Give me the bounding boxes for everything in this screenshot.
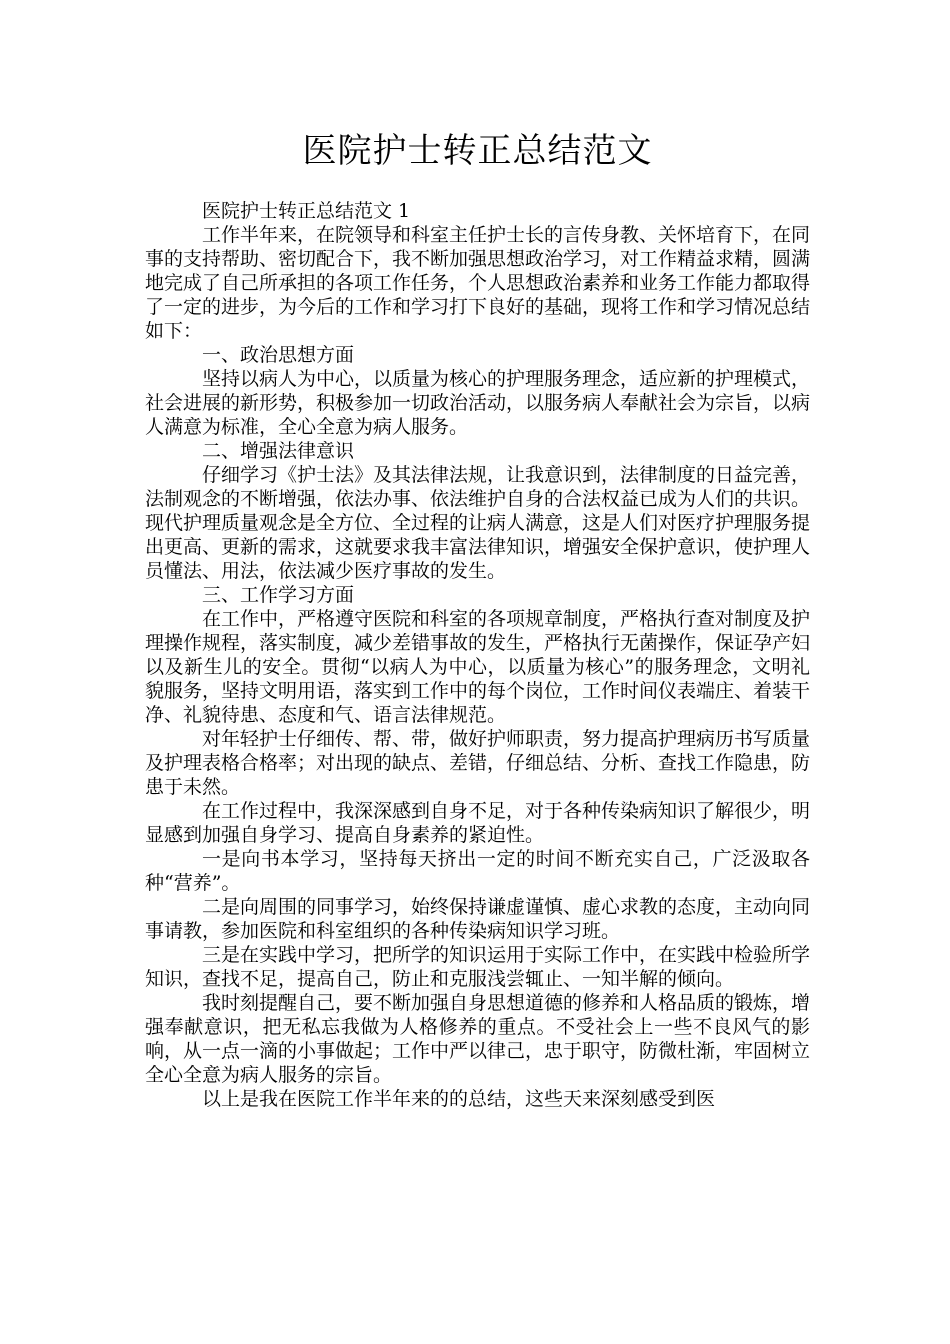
paragraph-mentoring: 对年轻护士仔细传、帮、带，做好护师职责，努力提高护理病历书写质量及护理表格合格率；对出现的缺点、差错，仔细总结、分析、查找工作隐患，防患于未然。: [145, 728, 811, 798]
section-heading-politics: 一、政治思想方面: [202, 344, 355, 366]
paragraph-work: 在工作中，严格遵守医院和科室的各项规章制度，严格执行查对制度及护理操作规程，落实制度，减少差错事故的发生，严格执行无菌操作，保证孕产妇以及新生儿的安全。贯彻“以病人为中心，以质量为核心”的服务理念，文明礼貌服务，坚持文明用语，落实到工作中的每个岗位，工作时间仪表端庄、着装干净、礼貌待患、态度和气、语言法律规范。: [145, 608, 811, 726]
document-body: [145, 199, 810, 1111]
section-heading-law: 二、增强法律意识: [202, 440, 355, 462]
paragraph-conclusion: 以上是我在医院工作半年来的的总结，这些天来深刻感受到医: [202, 1088, 716, 1110]
paragraph-learn-practice: 三是在实践中学习，把所学的知识运用于实际工作中，在实践中检验所学知识，查找不足，提高自己，防止和克服浅尝辄止、一知半解的倾向。: [145, 944, 811, 990]
paragraph-intro: 工作半年来，在院领导和科室主任护士长的言传身教、关怀培育下，在同事的支持帮助、密切配合下，我不断加强思想政治学习，对工作精益求精，圆满地完成了自己所承担的各项工作任务，个人思想政治素养和业务工作能力都取得了一定的进步，为今后的工作和学习打下良好的基础，现将工作和学习情况总结如下：: [145, 224, 811, 342]
paragraph-politics: 坚持以病人为中心，以质量为核心的护理服务理念，适应新的护理模式，社会进展的新形势，积极参加一切政治活动，以服务病人奉献社会为宗旨，以病人满意为标准，全心全意为病人服务。: [145, 368, 811, 438]
paragraph-law: 仔细学习《护士法》及其法律法规，让我意识到，法律制度的日益完善，法制观念的不断增强，依法办事、依法维护自身的合法权益已成为人们的共识。现代护理质量观念是全方位、全过程的让病人满意，这是人们对医疗护理服务提出更高、更新的需求，这就要求我丰富法律知识，增强安全保护意识，使护理人员懂法、用法，依法减少医疗事故的发生。: [145, 464, 811, 582]
paragraph-self-discipline: 我时刻提醒自己，要不断加强自身思想道德的修养和人格品质的锻炼，增强奉献意识，把无私忘我做为人格修养的重点。不受社会上一些不良风气的影响，从一点一滴的小事做起；工作中严以律己，忠于职守，防微杜渐，牢固树立全心全意为病人服务的宗旨。: [145, 992, 811, 1086]
paragraph-learn-books: 一是向书本学习，坚持每天挤出一定的时间不断充实自己，广泛汲取各种“营养”。: [145, 848, 810, 894]
document-page: [145, 0, 810, 1111]
paragraph-learn-colleagues: 二是向周围的同事学习，始终保持谦虚谨慎、虚心求教的态度，主动向同事请教，参加医院和科室组织的各种传染病知识学习班。: [145, 896, 811, 942]
article-subtitle: 医院护士转正总结范文 1: [202, 200, 411, 222]
paragraph-shortcomings: 在工作过程中，我深深感到自身不足，对于各种传染病知识了解很少，明显感到加强自身学习、提高自身素养的紧迫性。: [145, 800, 811, 846]
section-heading-work: 三、工作学习方面: [202, 584, 355, 606]
document-title: 医院护士转正总结范文: [302, 131, 653, 171]
